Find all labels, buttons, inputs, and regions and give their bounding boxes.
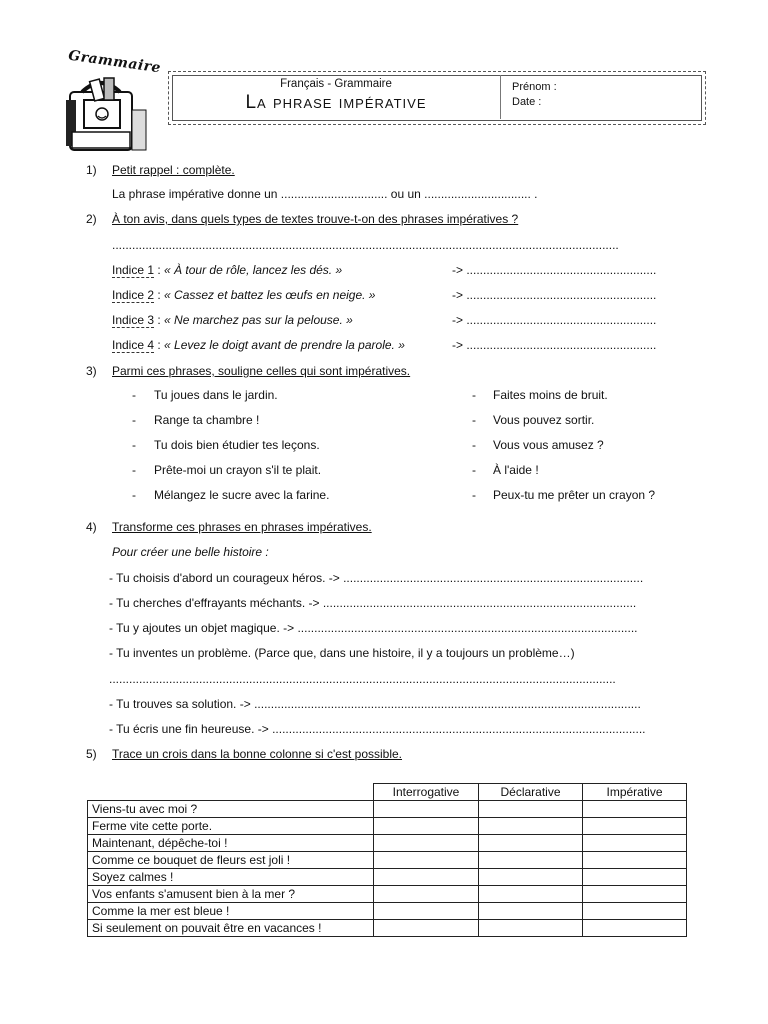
sentence-left-1: Tu joues dans le jardin. (154, 388, 278, 402)
list-dash: - (472, 488, 476, 502)
col-header-declarative: Déclarative (479, 784, 583, 801)
list-dash: - (132, 413, 136, 427)
q5-title: Trace un crois dans la bonne colonne si c'est possible. (112, 747, 403, 761)
q4-line-4: - Tu inventes un problème. (Parce que, dans une histoire, il y a toujours un problème…) (109, 646, 575, 660)
indice-1-answer: -> ......................................................... (452, 263, 657, 277)
row-sentence: Viens-tu avec moi ? (88, 801, 374, 818)
q1-title: Petit rappel : complète. (112, 163, 235, 177)
cell-interrogative[interactable] (374, 818, 479, 835)
col-header-interrogative: Interrogative (374, 784, 479, 801)
q4-line-2: - Tu cherches d'effrayants méchants. -> .............................................................................................. (109, 596, 637, 610)
row-sentence: Ferme vite cette porte. (88, 818, 374, 835)
cell-interrogative[interactable] (374, 852, 479, 869)
sentence-left-5: Mélangez le sucre avec la farine. (154, 488, 330, 502)
row-sentence: Maintenant, dépêche-toi ! (88, 835, 374, 852)
q4-line-6: - Tu trouves sa solution. -> .................................................................................................................... (109, 697, 641, 711)
indice-label: Indice 1 (112, 263, 155, 277)
sentence-left-4: Prête-moi un crayon s'il te plait. (154, 463, 322, 477)
q2-title: À ton avis, dans quels types de textes trouve-t-on des phrases impératives ? (112, 212, 519, 226)
cell-imperative[interactable] (583, 801, 687, 818)
indice-3-answer: -> ......................................................... (452, 313, 657, 327)
subject-label: Français - Grammaire (280, 78, 392, 90)
indice-label: Indice 4 (112, 338, 155, 352)
q3-number: 3) (86, 364, 97, 378)
indice-3 (112, 313, 353, 327)
list-dash: - (132, 463, 136, 477)
table-row (88, 818, 687, 835)
q2-answer-line: ........................................................................................................................................................ (112, 238, 619, 252)
page-title: La phrase impérative (245, 92, 427, 113)
q4-intro: Pour créer une belle histoire : (112, 545, 269, 559)
list-dash: - (472, 438, 476, 452)
indice-2 (112, 288, 375, 302)
sentence-right-4: À l'aide ! (493, 463, 539, 477)
row-sentence: Comme la mer est bleue ! (88, 903, 374, 920)
indice-1 (112, 263, 342, 277)
cell-declarative[interactable] (479, 801, 583, 818)
sentence-left-3: Tu dois bien étudier tes leçons. (154, 438, 320, 452)
cell-interrogative[interactable] (374, 835, 479, 852)
cell-declarative[interactable] (479, 835, 583, 852)
cell-declarative[interactable] (479, 852, 583, 869)
logo-title: Grammaire (67, 47, 162, 77)
list-dash: - (132, 488, 136, 502)
table-header-row (88, 784, 687, 801)
cell-declarative[interactable] (479, 869, 583, 886)
indice-label: Indice 3 (112, 313, 155, 327)
table-row (88, 852, 687, 869)
prenom-label: Prénom : (512, 81, 557, 93)
cell-imperative[interactable] (583, 920, 687, 937)
indice-quote: « À tour de rôle, lancez les dés. » (160, 263, 343, 277)
row-sentence: Soyez calmes ! (88, 869, 374, 886)
cell-imperative[interactable] (583, 869, 687, 886)
indice-colon: : (154, 288, 161, 302)
cell-declarative[interactable] (479, 818, 583, 835)
indice-colon: : (154, 263, 161, 277)
q1-number: 1) (86, 163, 97, 177)
q1-sentence: La phrase impérative donne un ................................ ou un ................................ . (112, 187, 538, 201)
q4-title: Transforme ces phrases en phrases impératives. (112, 520, 372, 534)
sentence-left-2: Range ta chambre ! (154, 413, 260, 427)
indice-2-answer: -> ......................................................... (452, 288, 657, 302)
list-dash: - (132, 388, 136, 402)
col-header-imperative: Impérative (583, 784, 687, 801)
table-row (88, 835, 687, 852)
indice-quote: « Ne marchez pas sur la pelouse. » (160, 313, 353, 327)
q3-title: Parmi ces phrases, souligne celles qui sont impératives. (112, 364, 411, 378)
q4-line-1: - Tu choisis d'abord un courageux héros. -> .......................................................................................... (109, 571, 644, 585)
cell-declarative[interactable] (479, 903, 583, 920)
cell-imperative[interactable] (583, 818, 687, 835)
cell-interrogative[interactable] (374, 920, 479, 937)
cell-imperative[interactable] (583, 835, 687, 852)
list-dash: - (472, 463, 476, 477)
cell-imperative[interactable] (583, 903, 687, 920)
q4-line-7: - Tu écris une fin heureuse. -> ................................................................................................................ (109, 722, 646, 736)
cell-imperative[interactable] (583, 852, 687, 869)
row-sentence: Si seulement on pouvait être en vacances ! (88, 920, 374, 937)
header-divider (500, 75, 501, 119)
table-row (88, 886, 687, 903)
row-sentence: Comme ce bouquet de fleurs est joli ! (88, 852, 374, 869)
cell-interrogative[interactable] (374, 903, 479, 920)
sentence-right-2: Vous pouvez sortir. (493, 413, 595, 427)
indice-quote: « Levez le doigt avant de prendre la parole. » (160, 338, 405, 352)
table-corner (88, 784, 374, 801)
indice-4-answer: -> ......................................................... (452, 338, 657, 352)
cell-imperative[interactable] (583, 886, 687, 903)
row-sentence: Vos enfants s'amusent bien à la mer ? (88, 886, 374, 903)
indice-label: Indice 2 (112, 288, 155, 302)
date-label: Date : (512, 96, 542, 108)
cell-interrogative[interactable] (374, 869, 479, 886)
q4-line-5: ........................................................................................................................................................ (109, 672, 616, 686)
classification-table (87, 783, 687, 937)
list-dash: - (472, 413, 476, 427)
table-row (88, 920, 687, 937)
indice-4 (112, 338, 405, 352)
q5-number: 5) (86, 747, 97, 761)
q2-number: 2) (86, 212, 97, 226)
indice-colon: : (154, 338, 161, 352)
list-dash: - (472, 388, 476, 402)
sentence-right-5: Peux-tu me prêter un crayon ? (493, 488, 656, 502)
indice-quote: « Cassez et battez les œufs en neige. » (160, 288, 376, 302)
list-dash: - (132, 438, 136, 452)
q4-number: 4) (86, 520, 97, 534)
table-row (88, 801, 687, 818)
table-row (88, 869, 687, 886)
schoolbag-illustration (62, 70, 154, 160)
cell-declarative[interactable] (479, 886, 583, 903)
cell-interrogative[interactable] (374, 801, 479, 818)
cell-declarative[interactable] (479, 920, 583, 937)
sentence-right-1: Faites moins de bruit. (493, 388, 608, 402)
sentence-right-3: Vous vous amusez ? (493, 438, 604, 452)
q4-line-3: - Tu y ajoutes un objet magique. -> ...................................................................................................... (109, 621, 638, 635)
indice-colon: : (154, 313, 161, 327)
table-row (88, 903, 687, 920)
cell-interrogative[interactable] (374, 886, 479, 903)
